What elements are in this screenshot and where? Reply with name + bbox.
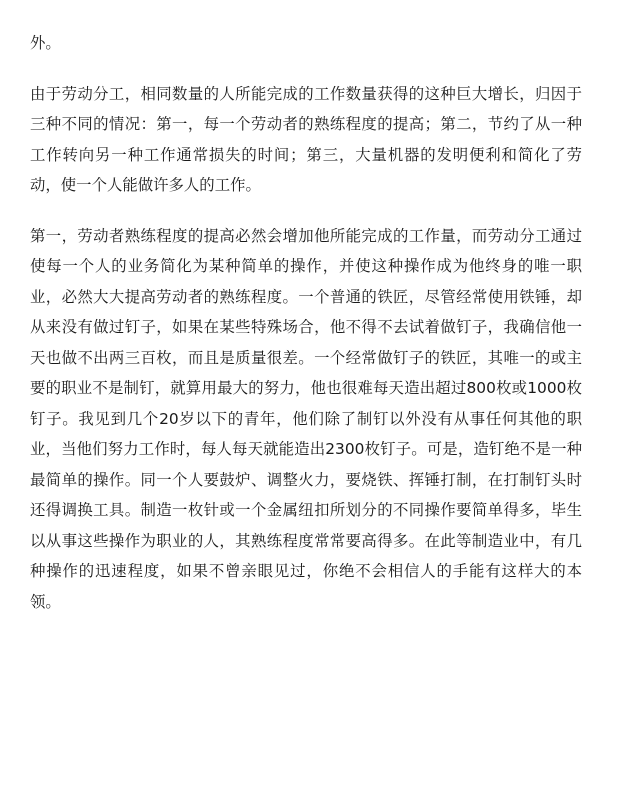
paragraph-dexterity: 第一，劳动者熟练程度的提高必然会增加他所能完成的工作量，而劳动分工通过使每一个人的业务简化为某种简单的操作，并使这种操作成为他终身的唯一职业，必然大大提高劳动者的熟练程度。一个普通的铁匠，尽管经常使用铁锤，却从来没有做过钉子，如果在某些特殊场合，他不得不去试着做钉子，我确信他一天也做不出两三百枚，而且是质量很差。一个经常做钉子的铁匠，其唯一的或主要的职业不是制钉，就算用最大的努力，他也很难每天造出超过800枚或1000枚钉子。我见到几个20岁以下的青年，他们除了制钉以外没有从事任何其他的职业，当他们努力工作时，每人每天就能造出2300枚钉子。可是，造钉绝不是一种最简单的操作。同一个人要鼓炉、调整火力，要烧铁、挥锤打制，在打制钉头时还得调换工具。制造一枚针或一个金属纽扣所划分的不同操作要简单得多，毕生以从事这些操作为职业的人，其熟练程度常常要高得多。在此等制造业中，有几种操作的迅速程度，如果不曾亲眼见过，你绝不会相信人的手能有这样大的本领。 (30, 226, 582, 611)
document-page (30, 28, 582, 617)
paragraph-division-of-labor-causes: 由于劳动分工，相同数量的人所能完成的工作数量获得的这种巨大增长，归因于三种不同的情况：第一，每一个劳动者的熟练程度的提高；第二，节约了从一种工作转向另一种工作通常损失的时间；第三，大量机器的发明便利和简化了劳动，使一个人能做许多人的工作。 (30, 84, 582, 194)
paragraph-continuation: 外。 (30, 34, 61, 52)
